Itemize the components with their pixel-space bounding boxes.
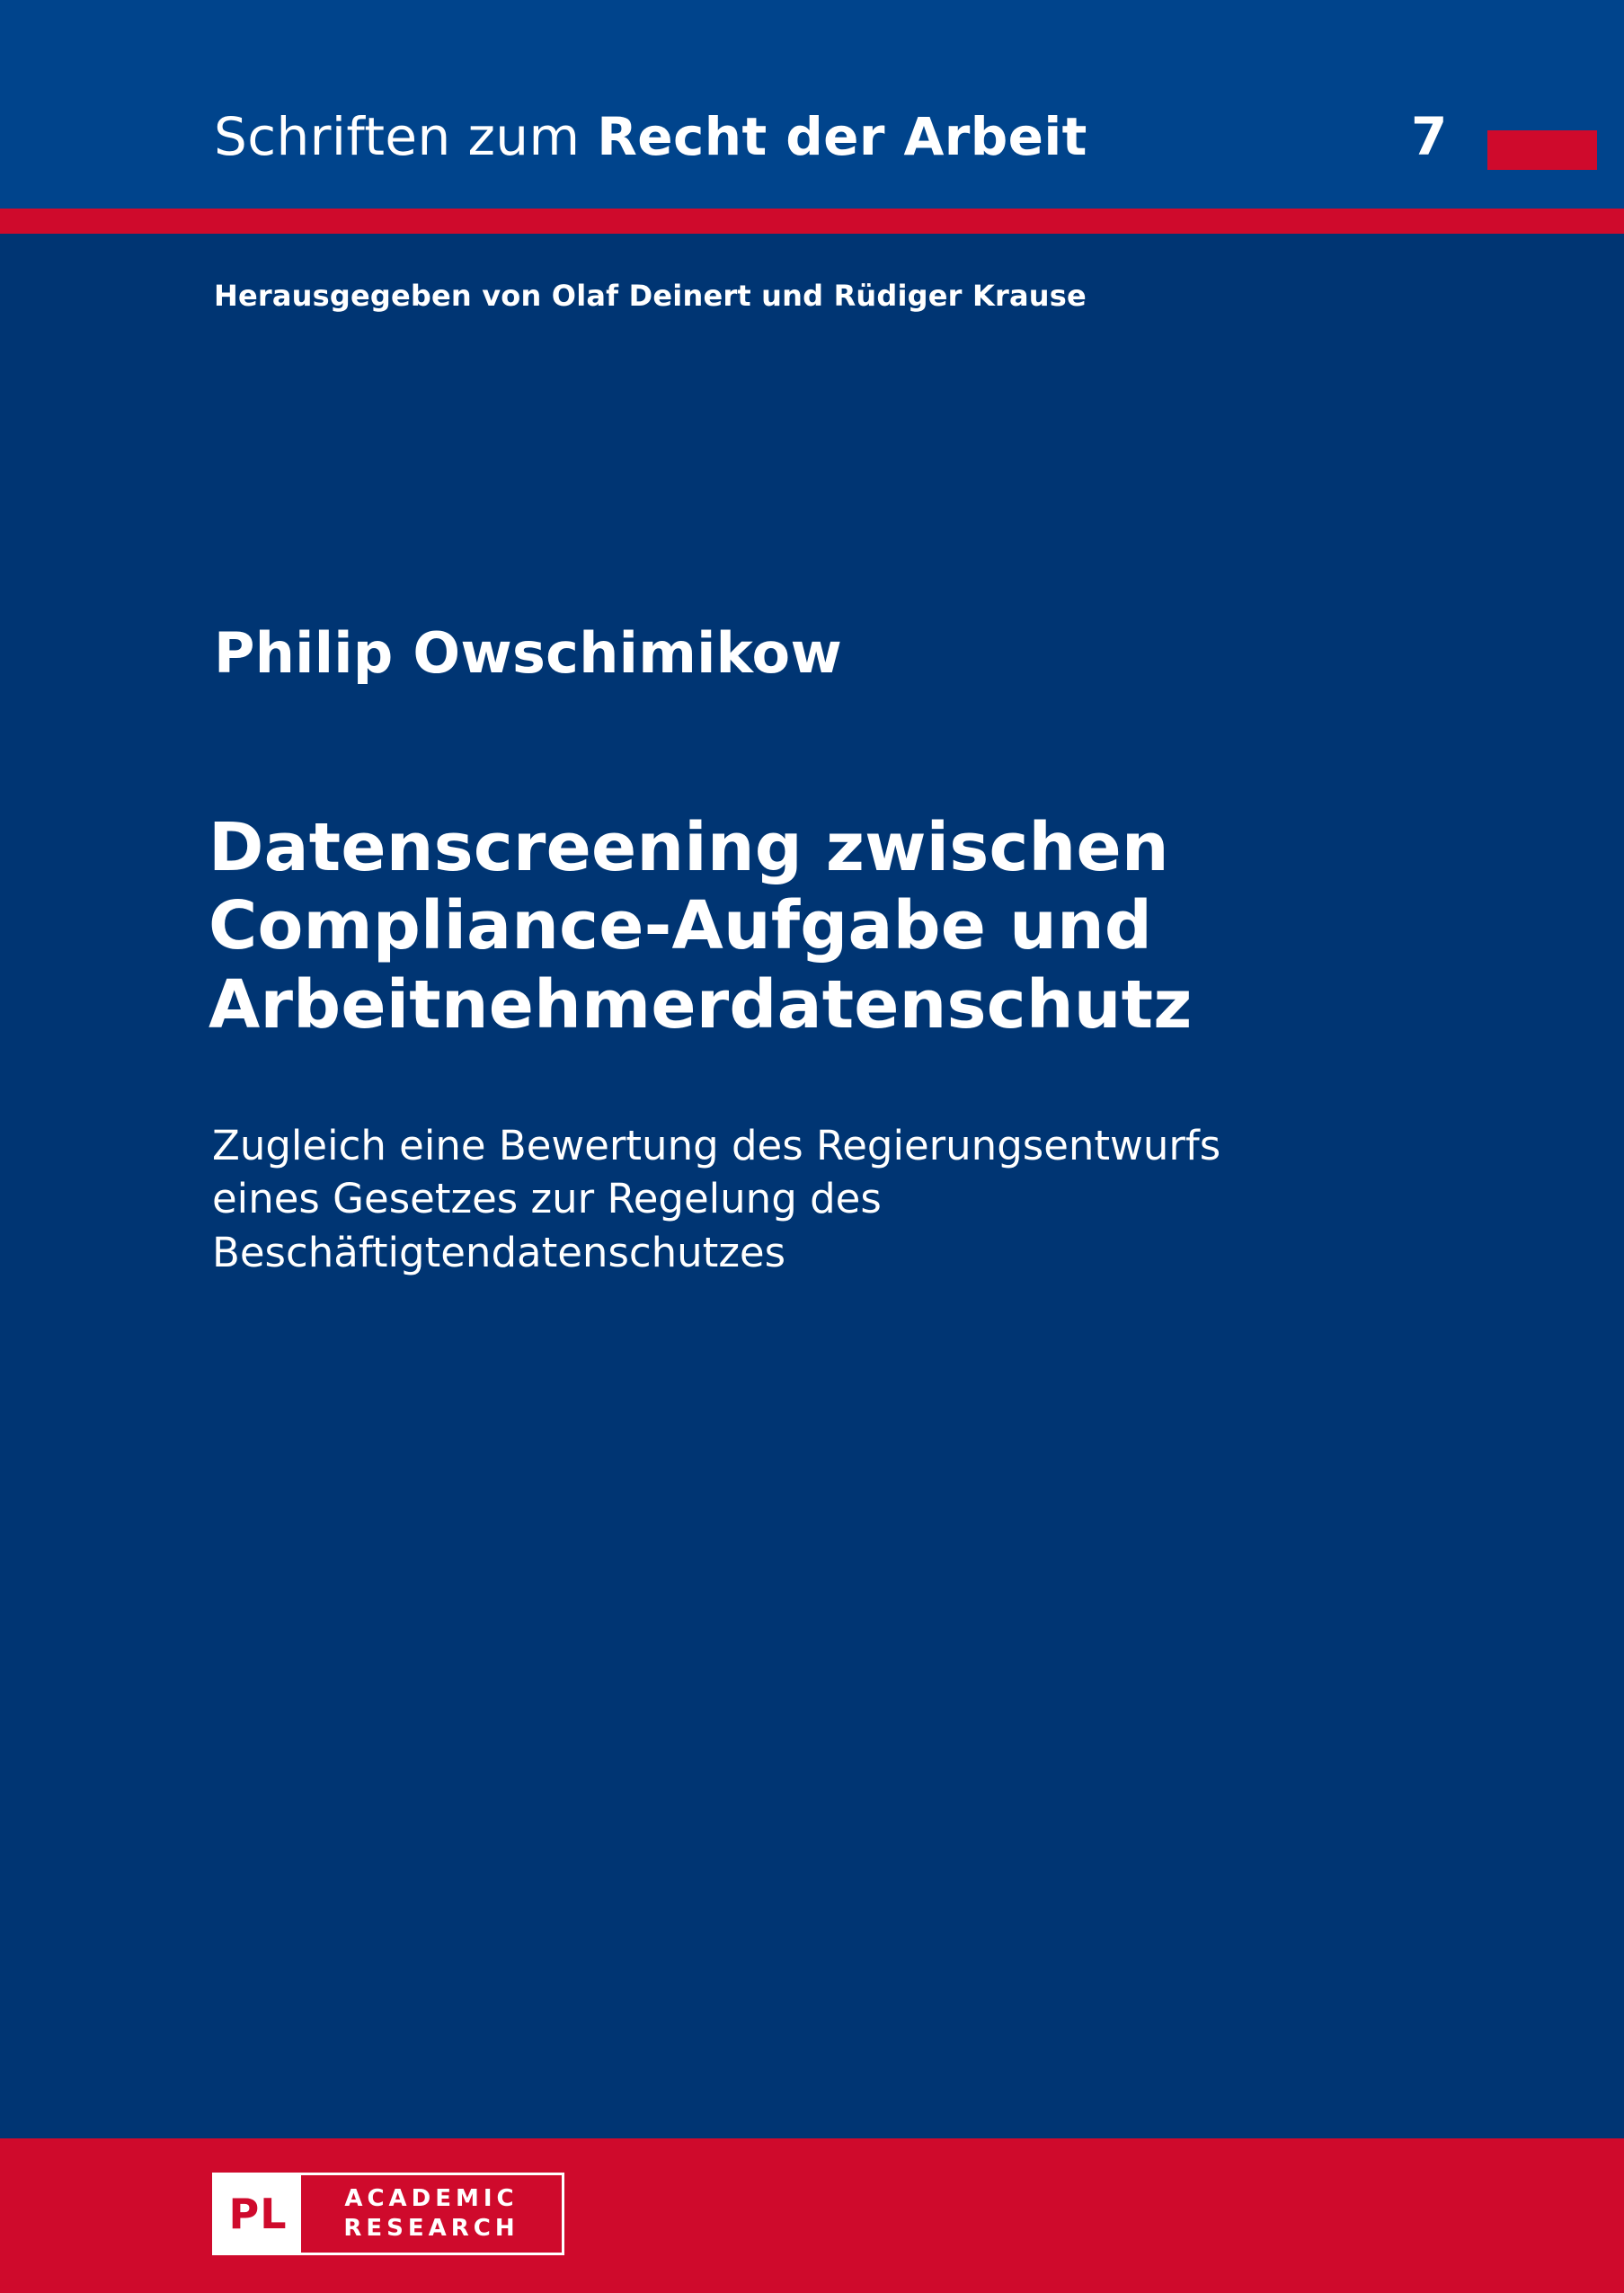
series-editors: Herausgegeben von Olaf Deinert und Rüdiger Krause xyxy=(214,279,1087,313)
series-title-word-2: zum xyxy=(467,106,581,167)
publisher-logo-mark: PL xyxy=(215,2175,301,2253)
series-title-bold: Recht der Arbeit xyxy=(597,106,1087,167)
book-title: Datenscreening zwischen Compliance-Aufgabe und Arbeitnehmerdatenschutz xyxy=(209,809,1193,1044)
series-title xyxy=(214,106,1087,167)
publisher-logo-words xyxy=(301,2175,562,2253)
publisher-logo xyxy=(212,2173,564,2255)
series-title-word-1: Schriften xyxy=(214,106,451,167)
author-name: Philip Owschimikow xyxy=(214,620,843,686)
publisher-logo-line-2: RESEARCH xyxy=(343,2215,519,2242)
book-subtitle: Zugleich eine Bewertung des Regierungsentwurfs eines Gesetzes zur Regelung des Beschäftigtendatenschutzes xyxy=(212,1122,1221,1276)
series-band xyxy=(0,0,1624,209)
publisher-band xyxy=(0,2138,1624,2293)
publisher-logo-line-1: ACADEMIC xyxy=(344,2184,519,2212)
red-divider-rule xyxy=(0,209,1624,234)
series-accent-block xyxy=(1487,130,1597,170)
series-volume-number: 7 xyxy=(1411,106,1448,167)
